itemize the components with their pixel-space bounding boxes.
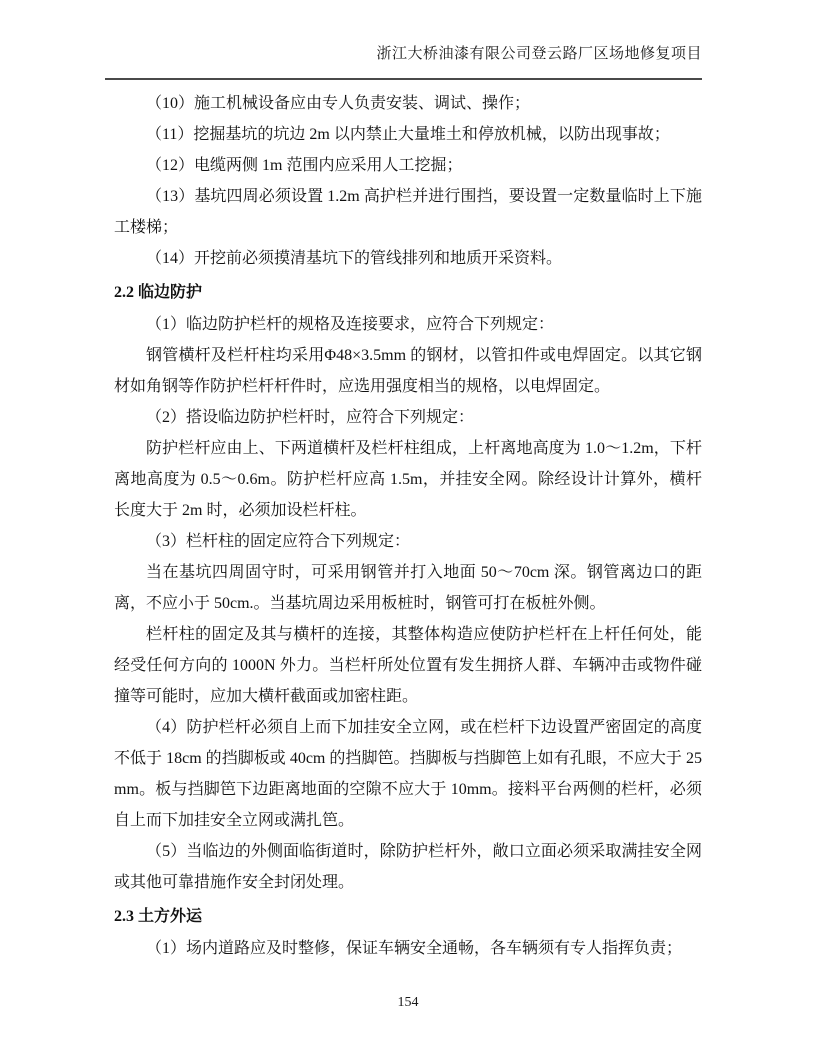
page-footer [0,993,816,1012]
paragraph-item-1: （1）临边防护栏杆的规格及连接要求，应符合下列规定： [146,316,555,333]
paragraph-site-road: （1）场内道路应及时整修，保证车辆安全通畅，各车辆须有专人指挥负责； [146,940,683,957]
paragraph-item-12: （12）电缆两侧 1m 范围内应采用人工挖掘； [146,157,463,174]
section-heading-2-3: 2.3 土方外运 [114,908,203,925]
header-title: 浙江大桥油漆有限公司登云路厂区场地修复项目 [376,46,702,62]
paragraph-item-4: （4）防护栏杆必须自上而下加挂安全立网，或在栏杆下边设置严密固定的高度不低于 18cm 的挡脚板或 40cm 的挡脚笆。挡脚板与挡脚笆上如有孔眼，不应大于 25mm。板与挡脚笆下边距离地面的空隙不应大于 10mm。接料平台两侧的栏杆，必须自上而下加挂安全立网或满扎笆。 [114,719,702,829]
paragraph-guardrail-composition: 防护栏杆应由上、下两道横杆及栏杆柱组成，上杆离地高度为 1.0～1.2m，下杆离地高度为 0.5～0.6m。防护栏杆应高 1.5m，并挂安全网。除经设计计算外，横杆长度大于 2m 时，必须加设栏杆柱。 [114,440,702,519]
paragraph-item-11: （11）挖掘基坑的坑边 2m 以内禁止大量堆土和停放机械，以防出现事故； [146,126,670,143]
paragraph-steel-pipe-spec: 钢管横杆及栏杆柱均采用Φ48×3.5mm 的钢材，以管扣件或电焊固定。以其它钢材如角钢等作防护栏杆杆件时，应选用强度相当的规格，以电焊固定。 [114,347,702,395]
document-body [114,88,702,964]
header-rule [105,78,702,80]
page-number: 154 [397,995,419,1010]
paragraph-item-10: （10）施工机械设备应由专人负责安装、调试、操作； [146,95,531,112]
paragraph-item-13: （13）基坑四周必须设置 1.2m 高护栏并进行围挡，要设置一定数量临时上下施工楼梯； [114,188,702,236]
page-header [105,0,702,80]
paragraph-item-5: （5）当临边的外侧面临街道时，除防护栏杆外，敞口立面必须采取满挂安全网或其他可靠措施作安全封闭处理。 [114,843,702,891]
paragraph-item-3: （3）栏杆柱的固定应符合下列规定： [146,533,411,550]
section-heading-2-2: 2.2 临边防护 [114,284,203,301]
paragraph-post-strength: 栏杆柱的固定及其与横杆的连接，其整体构造应使防护栏杆在上杆任何处，能经受任何方向的 1000N 外力。当栏杆所处位置有发生拥挤人群、车辆冲击或物件碰撞等可能时，应加大横杆截面或加密柱距。 [114,626,702,705]
paragraph-post-fixing: 当在基坑四周固守时，可采用钢管并打入地面 50～70cm 深。钢管离边口的距离，不应小于 50cm.。当基坑周边采用板桩时，钢管可打在板桩外侧。 [114,564,702,612]
paragraph-item-2: （2）搭设临边防护栏杆时，应符合下列规定： [146,409,475,426]
paragraph-item-14: （14）开挖前必须摸清基坑下的管线排列和地质开采资料。 [146,250,563,267]
